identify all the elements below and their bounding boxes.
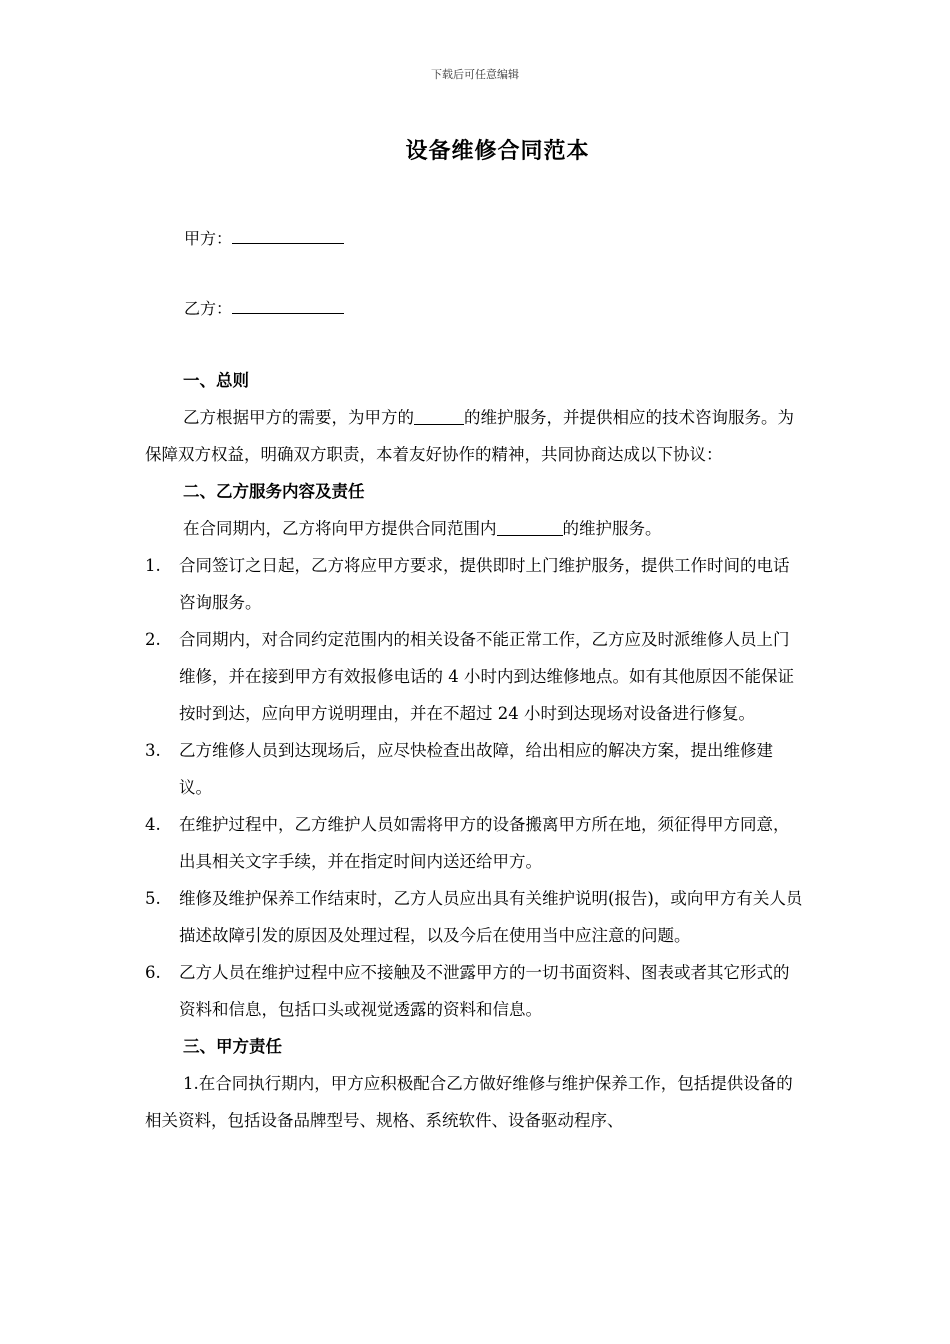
party-b-line	[184, 296, 344, 319]
header-note: 下载后可任意编辑	[431, 68, 519, 81]
party-a-label: 甲方：	[184, 229, 233, 248]
section-2-heading: 二、乙方服务内容及责任	[183, 482, 365, 501]
section-1-paragraph: 乙方根据甲方的需要，为甲方的 的维护服务，并提供相应的技术咨询服务。为保障双方权益，明确双方职责，本着友好协作的精神，共同协商达成以下协议：	[145, 408, 794, 464]
party-b-blank	[232, 297, 344, 314]
section-3-paragraph: 1.在合同执行期内，甲方应积极配合乙方做好维修与维护保养工作，包括提供设备的相关资料，包括设备品牌型号、规格、系统软件、设备驱动程序、	[145, 1074, 793, 1130]
service-blank	[414, 408, 464, 425]
list-item: 4. 在维护过程中，乙方维护人员如需将甲方的设备搬离甲方所在地，须征得甲方同意，出具相关文字手续，并在指定时间内送还给甲方。	[145, 815, 790, 871]
list-item: 1. 合同签订之日起，乙方将应甲方要求，提供即时上门维护服务，提供工作时间的电话咨询服务。	[145, 556, 790, 612]
section-2-intro: 在合同期内，乙方将向甲方提供合同范围内 的维护服务。	[183, 519, 662, 538]
section-3-heading: 三、甲方责任	[183, 1037, 282, 1056]
list-item: 6. 乙方人员在维护过程中应不接触及不泄露甲方的一切书面资料、图表或者其它形式的资料和信息，包括口头或视觉透露的资料和信息。	[145, 963, 790, 1019]
party-b-label: 乙方：	[184, 299, 233, 318]
section-1-heading: 一、总则	[183, 371, 249, 390]
list-item: 3. 乙方维修人员到达现场后，应尽快检查出故障，给出相应的解决方案，提出维修建议。	[145, 741, 773, 797]
document-title: 设备维修合同范本	[405, 138, 590, 164]
party-a-line	[184, 226, 344, 249]
list-item: 2. 合同期内，对合同约定范围内的相关设备不能正常工作，乙方应及时派维修人员上门维修，并在接到甲方有效报修电话的 4 小时内到达维修地点。如有其他原因不能保证按时到达，应向甲方说明理由，并在不超过 24 小时到达现场对设备进行修复。	[145, 630, 794, 723]
scope-blank	[497, 519, 563, 536]
list-item: 5. 维修及维护保养工作结束时，乙方人员应出具有关维护说明(报告)，或向甲方有关人员描述故障引发的原因及处理过程，以及今后在使用当中应注意的问题。	[145, 889, 803, 945]
contract-body	[145, 362, 805, 1139]
party-a-blank	[232, 227, 344, 244]
